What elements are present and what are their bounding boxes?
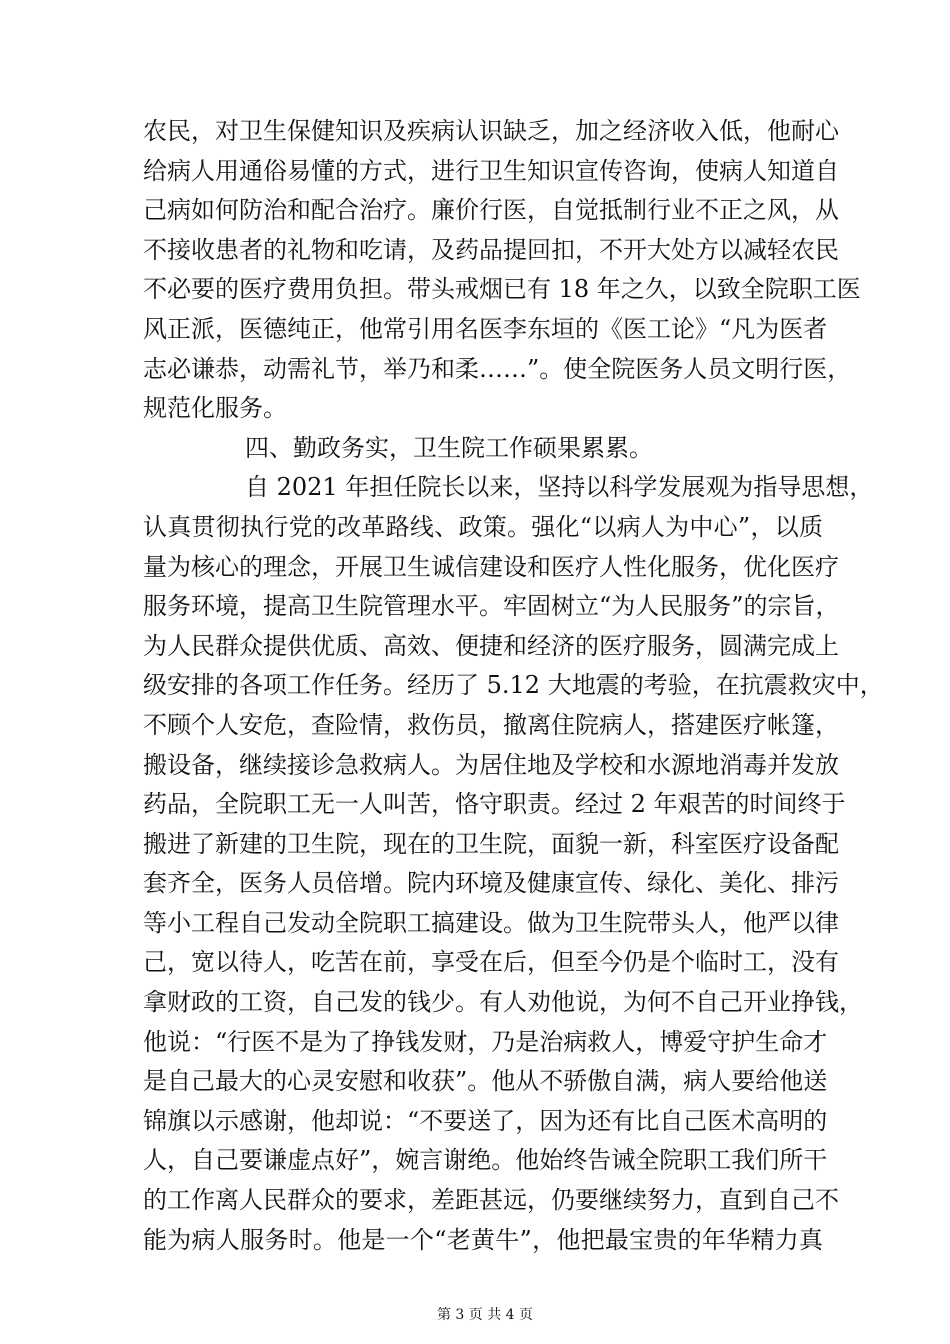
text-line: 级安排的各项工作任务。经历了 5.12 大地震的考验，在抗震救灾中，	[143, 671, 884, 700]
text-line: 给病人用通俗易懂的方式，进行卫生知识宣传咨询，使病人知道自	[143, 156, 839, 185]
text-line: 量为核心的理念，开展卫生诚信建设和医疗人性化服务，优化医疗	[143, 552, 839, 581]
text-line: 服务环境，提高卫生院管理水平。牢固树立“为人民服务”的宗旨，	[143, 592, 840, 621]
text-line: 他说：“行医不是为了挣钱发财，乃是治病救人，博爱守护生命才	[143, 1027, 828, 1056]
page-footer: 第 3 页 共 4 页	[436, 1307, 534, 1323]
text-line: 志必谦恭，动需礼节，举乃和柔……”。使全院医务人员文明行医，	[143, 354, 852, 383]
text-line: 不接收患者的礼物和吃请，及药品提回扣，不开大处方以减轻农民	[143, 235, 839, 264]
document-body	[143, 112, 884, 1260]
text-line: 己，宽以待人，吃苦在前，享受在后，但至今仍是个临时工，没有	[143, 948, 839, 977]
text-line: 规范化服务。	[143, 394, 287, 423]
text-line: 己病如何防治和配合治疗。廉价行医，自觉抵制行业不正之风，从	[143, 196, 839, 225]
text-line: 搬进了新建的卫生院，现在的卫生院，面貌一新，科室医疗设备配	[143, 829, 839, 858]
text-line: 风正派，医德纯正，他常引用名医李东垣的《医工论》“凡为医者	[143, 314, 828, 343]
text-line: 锦旗以示感谢，他却说：“不要送了，因为还有比自己医术高明的	[143, 1106, 828, 1135]
text-line: 能为病人服务时。他是一个“老黄牛”，他把最宝贵的年华精力真	[143, 1225, 823, 1254]
text-line: 等小工程自己发动全院职工搞建设。做为卫生院带头人，他严以律	[143, 908, 839, 937]
text-line: 拿财政的工资，自己发的钱少。有人劝他说，为何不自己开业挣钱，	[143, 988, 863, 1017]
text-line: 认真贯彻执行党的改革路线、政策。强化“以病人为中心”，以质	[143, 512, 823, 541]
text-line: 的工作离人民群众的要求，差距甚远，仍要继续努力，直到自己不	[143, 1186, 839, 1215]
text-line: 套齐全，医务人员倍增。院内环境及健康宣传、绿化、美化、排污	[143, 869, 839, 898]
text-line: 人，自己要谦虚点好”，婉言谢绝。他始终告诫全院职工我们所干	[143, 1146, 828, 1175]
text-line: 搬设备，继续接诊急救病人。为居住地及学校和水源地消毒并发放	[143, 750, 839, 779]
text-line: 农民，对卫生保健知识及疾病认识缺乏，加之经济收入低，他耐心	[143, 117, 839, 145]
text-line: 不顾个人安危，查险情，救伤员，撤离住院病人，搭建医疗帐篷，	[143, 710, 839, 739]
text-line: 药品，全院职工无一人叫苦，恪守职责。经过 2 年艰苦的时间终于	[143, 790, 846, 819]
section-heading: 四、勤政务实，卫生院工作硕果累累。	[245, 433, 653, 462]
text-line: 自 2021 年担任院长以来，坚持以科学发展观为指导思想，	[245, 473, 874, 502]
text-line: 不必要的医疗费用负担。带头戒烟已有 18 年之久，以致全院职工医	[143, 275, 861, 304]
text-line: 是自己最大的心灵安慰和收获”。他从不骄傲自满，病人要给他送	[143, 1067, 828, 1096]
text-line: 为人民群众提供优质、高效、便捷和经济的医疗服务，圆满完成上	[143, 631, 839, 660]
